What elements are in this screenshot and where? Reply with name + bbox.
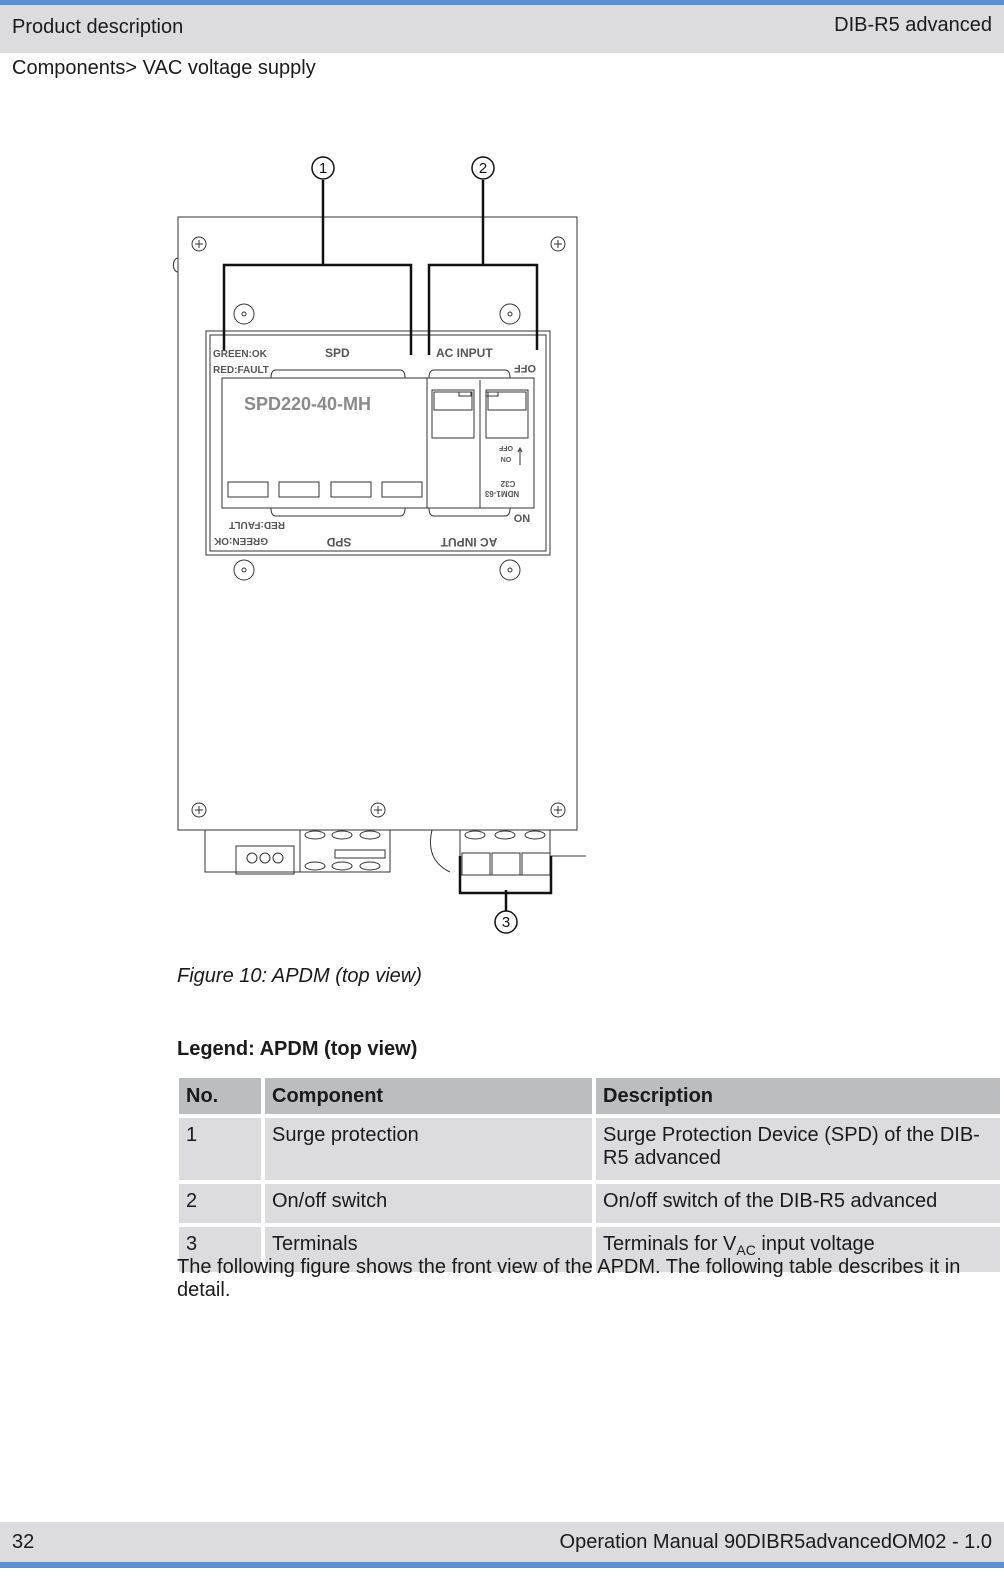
page-header bbox=[0, 5, 1004, 53]
page-number: 32 bbox=[12, 1531, 35, 1553]
label-ac-input-inverted: AC INPUT bbox=[440, 535, 498, 549]
body-paragraph: The following figure shows the front view of the APDM. The following table describes it in detail. bbox=[177, 1256, 961, 1301]
description-prefix: Terminals for V bbox=[603, 1233, 737, 1255]
cell-component: Terminals bbox=[265, 1227, 592, 1272]
cell-no: 1 bbox=[179, 1118, 261, 1180]
manual-reference: Operation Manual 90DIBR5advancedOM02 - 1.0 bbox=[559, 1531, 992, 1553]
legend-table bbox=[175, 1074, 1004, 1276]
apdm-top-view-drawing bbox=[170, 150, 600, 950]
header-section: Product description bbox=[12, 16, 184, 38]
table-header-row bbox=[179, 1078, 1000, 1114]
label-spd-inverted: SPD bbox=[326, 535, 352, 549]
breaker-model-label: NDM1-63 bbox=[484, 489, 520, 498]
cell-no: 2 bbox=[179, 1184, 261, 1223]
cell-component: Surge protection bbox=[265, 1118, 592, 1180]
spd-model-label: SPD220-40-MH bbox=[244, 394, 372, 414]
label-red-fault: RED:FAULT bbox=[213, 365, 269, 376]
label-on: ON bbox=[513, 513, 531, 525]
label-green-ok: GREEN:OK bbox=[213, 349, 267, 360]
description-suffix: input voltage bbox=[755, 1233, 875, 1255]
header-component: Component bbox=[265, 1078, 592, 1114]
callout-3-label: 3 bbox=[501, 914, 511, 931]
label-spd: SPD bbox=[325, 346, 350, 360]
header-description: Description bbox=[596, 1078, 1000, 1114]
table-row bbox=[179, 1184, 1000, 1223]
cell-description: On/off switch of the DIB-R5 advanced bbox=[596, 1184, 1000, 1223]
page-footer bbox=[0, 1522, 1004, 1562]
description-subscript: AC bbox=[736, 1242, 756, 1258]
label-green-ok-inverted: GREEN:OK bbox=[214, 535, 268, 546]
header-no: No. bbox=[179, 1078, 261, 1114]
table-row bbox=[179, 1118, 1000, 1180]
label-off: OFF bbox=[514, 362, 536, 374]
breaker-off-label: OFF bbox=[499, 444, 513, 451]
callout-1-label: 1 bbox=[318, 160, 328, 177]
header-product: DIB-R5 advanced bbox=[834, 14, 992, 36]
label-ac-input: AC INPUT bbox=[436, 346, 493, 360]
breadcrumb: Components> VAC voltage supply bbox=[12, 57, 316, 79]
callout-2-label: 2 bbox=[478, 160, 488, 177]
legend-title: Legend: APDM (top view) bbox=[177, 1038, 418, 1060]
label-red-fault-inverted: RED:FAULT bbox=[229, 519, 285, 530]
breaker-rating-label: C32 bbox=[500, 479, 516, 488]
figure-caption: Figure 10: APDM (top view) bbox=[177, 965, 422, 987]
cell-component: On/off switch bbox=[265, 1184, 592, 1223]
footer-accent-line bbox=[0, 1562, 1004, 1568]
cell-no: 3 bbox=[179, 1227, 261, 1272]
cell-description: Surge Protection Device (SPD) of the DIB-R5 advanced bbox=[596, 1118, 1000, 1180]
breaker-on-label: ON bbox=[500, 455, 512, 462]
